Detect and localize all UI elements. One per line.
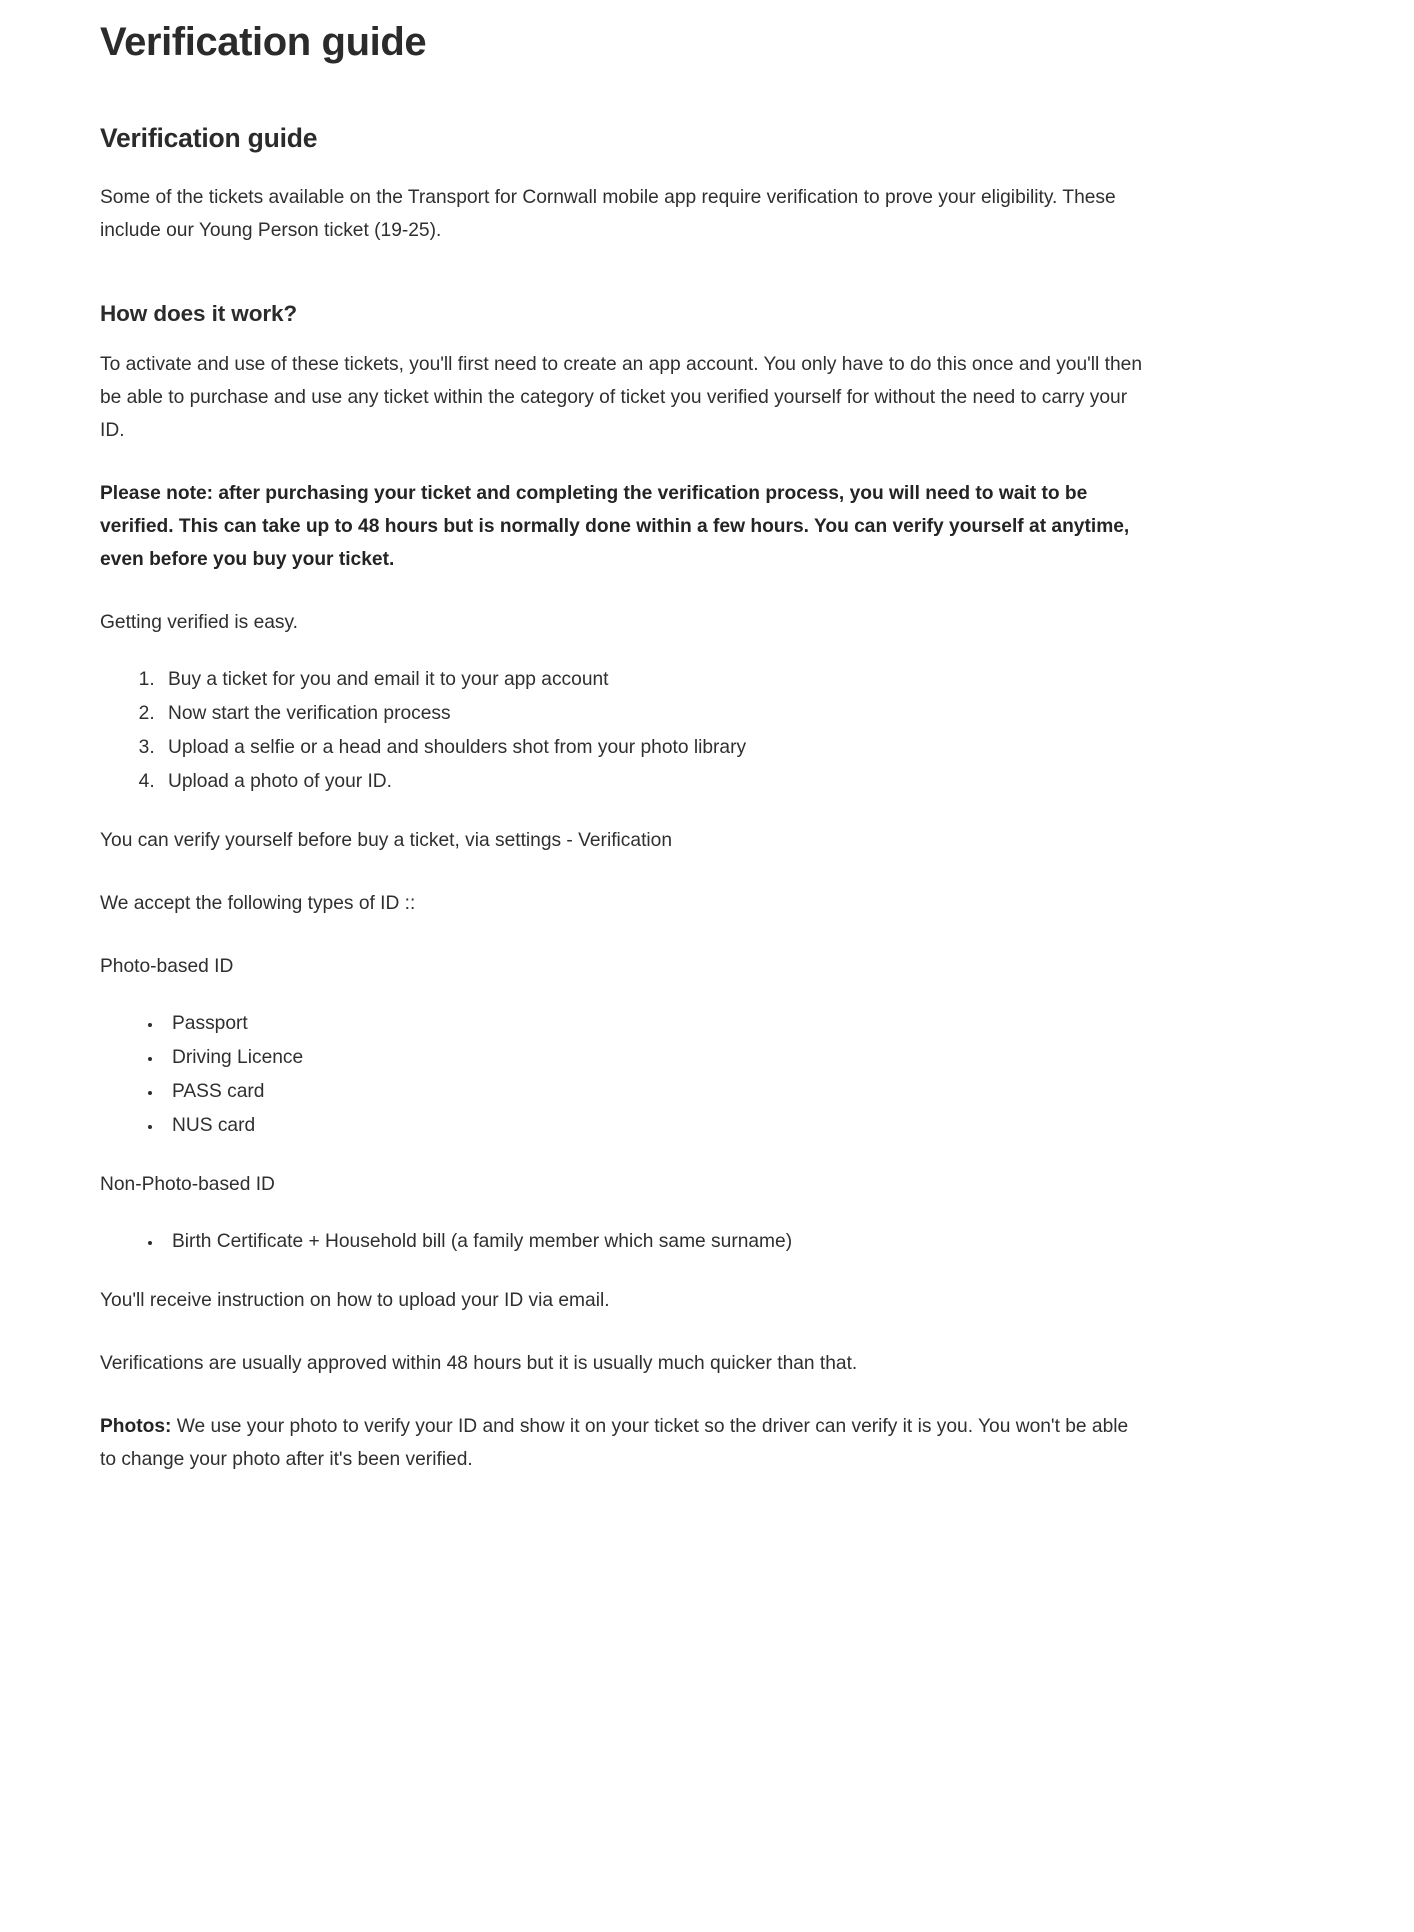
verify-before-buy-paragraph: You can verify yourself before buy a ticket, via settings - Verification xyxy=(100,830,673,852)
photos-paragraph xyxy=(100,1410,1148,1476)
non-photo-id-list xyxy=(100,1225,1148,1258)
list-item: • Passport xyxy=(163,1007,1148,1040)
photo-id-label: Photo-based ID xyxy=(100,956,234,978)
list-item: • NUS card xyxy=(163,1109,1148,1142)
list-item: • PASS card xyxy=(163,1075,1148,1108)
non-photo-id-label: Non-Photo-based ID xyxy=(100,1174,275,1196)
photos-text: We use your photo to verify your ID and show it on your ticket so the driver can verify it is you. You won't be able to change your photo after it's been verified. xyxy=(100,1416,1129,1471)
verification-steps-list xyxy=(100,663,1148,798)
how-it-works-paragraph: To activate and use of these tickets, you'll first need to create an app account. You only have to do this once and you'll then be able to purchase and use any ticket within the category of ticket you verified yourself for without the need to carry your ID. xyxy=(100,354,1142,442)
list-item: • Driving Licence xyxy=(163,1041,1148,1074)
subheading-how-does-it-work: How does it work? xyxy=(100,301,298,327)
getting-verified-paragraph: Getting verified is easy. xyxy=(100,612,299,634)
approval-time-paragraph: Verifications are usually approved within 48 hours but it is usually much quicker than that. xyxy=(100,1353,858,1375)
section-heading-verification-guide: Verification guide xyxy=(100,123,318,153)
accepted-ids-heading: We accept the following types of ID :: xyxy=(100,893,416,915)
list-item: 1. Buy a ticket for you and email it to your app account xyxy=(160,663,1148,696)
intro-paragraph: Some of the tickets available on the Transport for Cornwall mobile app require verification to prove your eligibility. These include our Young Person ticket (19-25). xyxy=(100,187,1116,242)
list-item: 4. Upload a photo of your ID. xyxy=(160,765,1148,798)
list-item: 2. Now start the verification process xyxy=(160,697,1148,730)
list-item: 3. Upload a selfie or a head and shoulders shot from your photo library xyxy=(160,731,1148,764)
photo-id-list xyxy=(100,1007,1148,1142)
instruction-email-paragraph: You'll receive instruction on how to upload your ID via email. xyxy=(100,1290,610,1312)
please-note-paragraph: Please note: after purchasing your ticket and completing the verification process, you will need to wait to be verified. This can take up to 48 hours but is normally done within a few hours. You can verify yourself at anytime, even before you buy your ticket. xyxy=(100,483,1130,571)
list-item: • Birth Certificate + Household bill (a family member which same surname) xyxy=(163,1225,1148,1258)
photos-label: Photos: xyxy=(100,1416,172,1438)
page-title: Verification guide xyxy=(100,20,427,64)
